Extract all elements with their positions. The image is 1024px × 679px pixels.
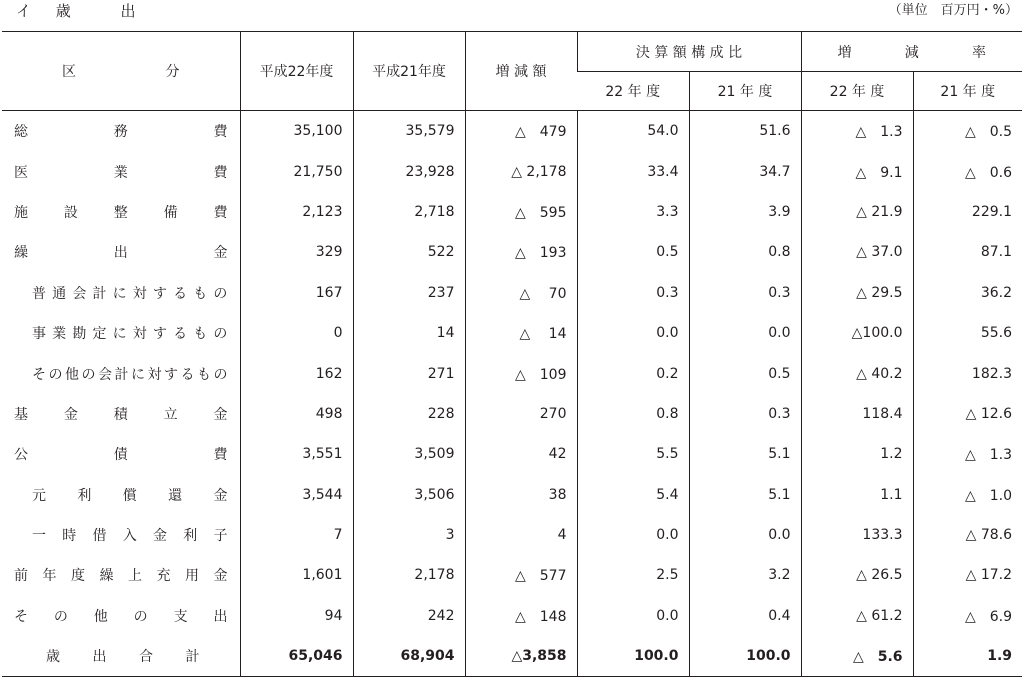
cell-comp22: 100.0 <box>577 636 689 677</box>
header-rate-char-2: 減 <box>904 44 919 61</box>
expenditure-table <box>2 31 1022 677</box>
cell-rate22: △ 5.6 <box>801 636 913 677</box>
table-row <box>2 353 1022 393</box>
cell-comp22: 33.4 <box>577 151 689 191</box>
table-row <box>2 313 1022 353</box>
page-title: イ 歳 出 <box>16 2 146 20</box>
cell-fy21: 2,178 <box>353 555 465 595</box>
cell-delta: △ 479 <box>465 111 577 152</box>
row-label-text: 事 業 勘 定 に 対 す る も の <box>32 326 228 343</box>
header-rate-char-1: 増 <box>837 44 852 61</box>
cell-comp21: 0.0 <box>689 515 801 555</box>
cell-rate22: △ 26.5 <box>801 555 913 595</box>
row-label-text: 繰 出 金 <box>14 245 228 262</box>
cell-rate21: 36.2 <box>913 273 1022 313</box>
header-rate-fy22: 22 年 度 <box>801 72 913 111</box>
cell-fy21: 228 <box>353 394 465 434</box>
row-label-text: 公 債 費 <box>14 447 228 464</box>
row-label <box>2 111 240 152</box>
header-composition: 決 算 額 構 成 比 <box>577 32 801 72</box>
cell-rate21: 182.3 <box>913 353 1022 393</box>
cell-delta: △ 595 <box>465 192 577 232</box>
header-rate-fy21: 21 年 度 <box>913 72 1022 111</box>
row-label <box>2 636 240 677</box>
cell-comp21: 34.7 <box>689 151 801 191</box>
cell-fy22: 167 <box>240 273 353 313</box>
cell-fy22: 498 <box>240 394 353 434</box>
row-label <box>2 434 240 474</box>
cell-rate21: △ 0.5 <box>913 111 1022 152</box>
cell-fy22: 162 <box>240 353 353 393</box>
row-label <box>2 273 240 313</box>
cell-delta: 38 <box>465 475 577 515</box>
cell-rate22: 1.2 <box>801 434 913 474</box>
cell-delta: △3,858 <box>465 636 577 677</box>
header-category-char-2: 分 <box>165 64 180 80</box>
row-label <box>2 232 240 272</box>
cell-rate21: △ 0.6 <box>913 151 1022 191</box>
cell-comp22: 0.0 <box>577 313 689 353</box>
row-label <box>2 475 240 515</box>
cell-rate21: 87.1 <box>913 232 1022 272</box>
header-fy2010: 平成22年度 <box>240 32 353 111</box>
cell-rate21: △ 6.9 <box>913 596 1022 636</box>
cell-comp21: 51.6 <box>689 111 801 152</box>
cell-comp21: 5.1 <box>689 434 801 474</box>
cell-rate22: △100.0 <box>801 313 913 353</box>
row-label <box>2 555 240 595</box>
cell-delta: △ 109 <box>465 353 577 393</box>
cell-fy21: 3 <box>353 515 465 555</box>
cell-fy22: 329 <box>240 232 353 272</box>
cell-delta: △ 148 <box>465 596 577 636</box>
cell-rate22: △ 40.2 <box>801 353 913 393</box>
cell-rate22: △ 1.3 <box>801 111 913 152</box>
cell-rate22: △ 9.1 <box>801 151 913 191</box>
cell-fy22: 0 <box>240 313 353 353</box>
header-rate <box>801 32 1022 72</box>
cell-comp21: 0.3 <box>689 273 801 313</box>
unit-note: （単位 百万円・%） <box>888 3 1018 18</box>
cell-comp22: 54.0 <box>577 111 689 152</box>
cell-delta: △ 70 <box>465 273 577 313</box>
cell-comp21: 100.0 <box>689 636 801 677</box>
cell-comp21: 0.5 <box>689 353 801 393</box>
cell-fy22: 21,750 <box>240 151 353 191</box>
table-row <box>2 394 1022 434</box>
row-label <box>2 596 240 636</box>
row-label <box>2 151 240 191</box>
cell-fy21: 271 <box>353 353 465 393</box>
cell-comp21: 0.8 <box>689 232 801 272</box>
row-label-text: 前 年 度 繰 上 充 用 金 <box>14 568 228 585</box>
cell-fy22: 7 <box>240 515 353 555</box>
cell-fy21: 68,904 <box>353 636 465 677</box>
table-row <box>2 273 1022 313</box>
cell-fy22: 1,601 <box>240 555 353 595</box>
cell-fy22: 65,046 <box>240 636 353 677</box>
header-category <box>2 32 240 111</box>
row-label-text: 医 業 費 <box>14 164 228 181</box>
cell-comp22: 5.4 <box>577 475 689 515</box>
cell-rate21: △ 12.6 <box>913 394 1022 434</box>
cell-rate21: 229.1 <box>913 192 1022 232</box>
cell-fy21: 23,928 <box>353 151 465 191</box>
cell-comp21: 3.9 <box>689 192 801 232</box>
cell-delta: △ 14 <box>465 313 577 353</box>
cell-comp21: 0.0 <box>689 313 801 353</box>
cell-delta: △ 2,178 <box>465 151 577 191</box>
cell-fy22: 94 <box>240 596 353 636</box>
cell-rate21: △ 17.2 <box>913 555 1022 595</box>
cell-fy21: 35,579 <box>353 111 465 152</box>
cell-rate22: △ 37.0 <box>801 232 913 272</box>
row-label-text: 施 設 整 備 費 <box>14 204 228 221</box>
row-label <box>2 515 240 555</box>
row-label-text: 普 通 会 計 に 対 す る も の <box>32 285 228 302</box>
table-row <box>2 515 1022 555</box>
cell-fy22: 3,551 <box>240 434 353 474</box>
cell-fy21: 2,718 <box>353 192 465 232</box>
cell-fy22: 3,544 <box>240 475 353 515</box>
header-category-char-1: 区 <box>62 64 76 80</box>
cell-delta: 42 <box>465 434 577 474</box>
cell-comp22: 0.0 <box>577 596 689 636</box>
table-body <box>2 111 1022 677</box>
cell-rate22: △ 21.9 <box>801 192 913 232</box>
row-label-text: 元 利 償 還 金 <box>32 487 228 504</box>
row-label-text: 一 時 借 入 金 利 子 <box>32 528 228 545</box>
cell-comp22: 0.8 <box>577 394 689 434</box>
header-comp-fy21: 21 年 度 <box>689 72 801 111</box>
row-label-text: そ の 他 の 会 計 に 対 す る も の <box>32 366 228 383</box>
header-change: 増 減 額 <box>465 32 577 111</box>
cell-rate22: △ 29.5 <box>801 273 913 313</box>
cell-rate22: 1.1 <box>801 475 913 515</box>
row-label <box>2 313 240 353</box>
cell-fy21: 3,509 <box>353 434 465 474</box>
cell-comp22: 3.3 <box>577 192 689 232</box>
cell-rate21: △ 78.6 <box>913 515 1022 555</box>
cell-fy21: 3,506 <box>353 475 465 515</box>
cell-fy22: 2,123 <box>240 192 353 232</box>
table-row <box>2 555 1022 595</box>
cell-delta: △ 577 <box>465 555 577 595</box>
cell-delta: 270 <box>465 394 577 434</box>
table-row <box>2 192 1022 232</box>
cell-fy21: 522 <box>353 232 465 272</box>
cell-comp22: 2.5 <box>577 555 689 595</box>
header-rate-char-3: 率 <box>972 44 987 61</box>
row-label <box>2 353 240 393</box>
cell-rate22: 118.4 <box>801 394 913 434</box>
cell-rate22: 133.3 <box>801 515 913 555</box>
cell-comp21: 0.3 <box>689 394 801 434</box>
header-comp-fy22: 22 年 度 <box>577 72 689 111</box>
table-row <box>2 636 1022 677</box>
header-fy2009: 平成21年度 <box>353 32 465 111</box>
cell-fy21: 242 <box>353 596 465 636</box>
cell-comp22: 0.5 <box>577 232 689 272</box>
row-label-text: 歳 出 合 計 <box>46 649 200 666</box>
table-row <box>2 232 1022 272</box>
cell-comp21: 5.1 <box>689 475 801 515</box>
cell-comp21: 0.4 <box>689 596 801 636</box>
table-row <box>2 596 1022 636</box>
table-row <box>2 151 1022 191</box>
cell-fy21: 237 <box>353 273 465 313</box>
row-label-text: そ の 他 の 支 出 <box>14 608 228 625</box>
cell-delta: △ 193 <box>465 232 577 272</box>
cell-comp22: 5.5 <box>577 434 689 474</box>
row-label <box>2 394 240 434</box>
cell-delta: 4 <box>465 515 577 555</box>
row-label-text: 総 務 費 <box>14 124 228 141</box>
cell-comp22: 0.0 <box>577 515 689 555</box>
cell-rate21: △ 1.0 <box>913 475 1022 515</box>
row-label-text: 基 金 積 立 金 <box>14 406 228 423</box>
table-row <box>2 434 1022 474</box>
cell-fy22: 35,100 <box>240 111 353 152</box>
cell-rate21: △ 1.3 <box>913 434 1022 474</box>
cell-comp21: 3.2 <box>689 555 801 595</box>
cell-comp22: 0.3 <box>577 273 689 313</box>
cell-fy21: 14 <box>353 313 465 353</box>
table-row <box>2 111 1022 152</box>
cell-rate22: △ 61.2 <box>801 596 913 636</box>
cell-rate21: 55.6 <box>913 313 1022 353</box>
table-row <box>2 475 1022 515</box>
cell-comp22: 0.2 <box>577 353 689 393</box>
cell-rate21: 1.9 <box>913 636 1022 677</box>
row-label <box>2 192 240 232</box>
